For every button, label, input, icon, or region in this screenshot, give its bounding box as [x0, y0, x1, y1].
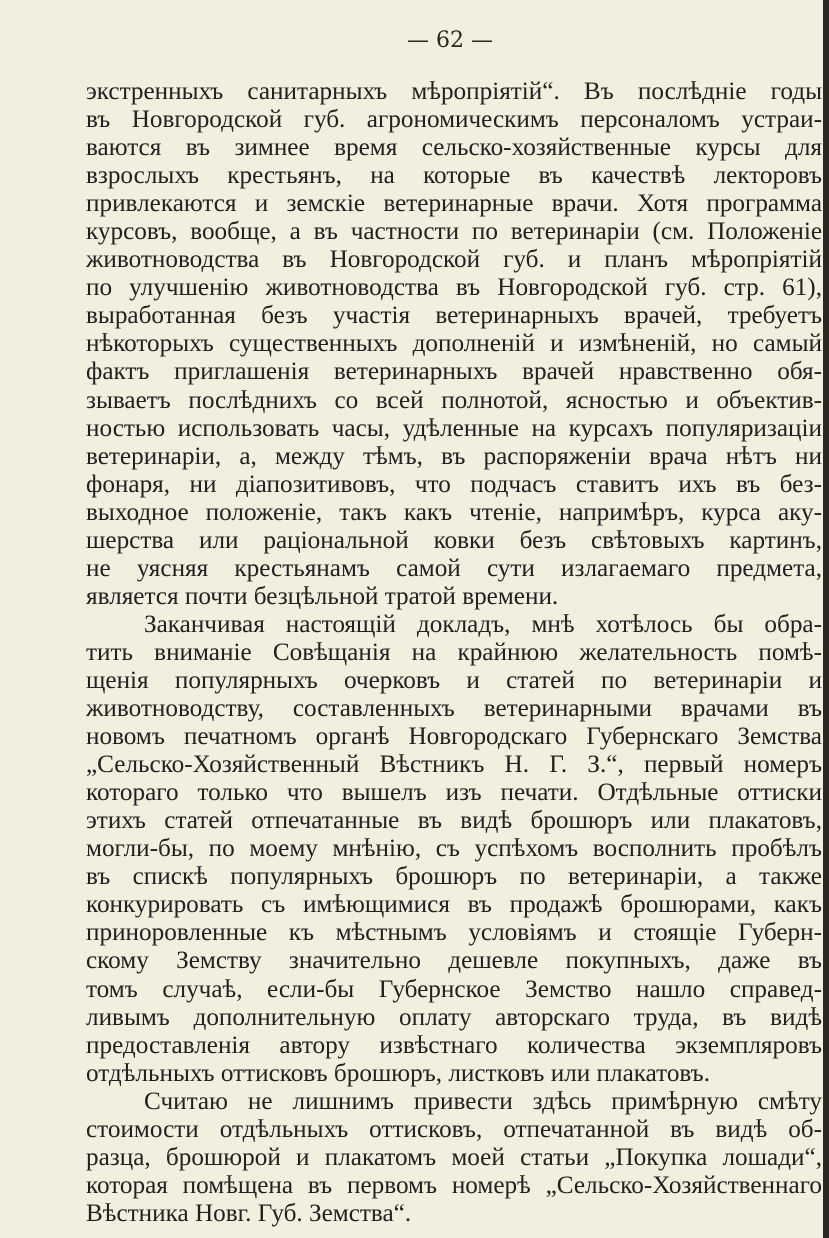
text-line: въ спискѣ популярныхъ брошюръ по ветеринаріи, а также [86, 863, 822, 891]
text-line: является почти безцѣльной тратой времени. [86, 582, 559, 610]
text-line: новомъ печатномъ органѣ Новгородскаго Губернскаго Земства [86, 723, 822, 751]
text-line: выработанная безъ участія ветеринарныхъ врачей, требуетъ [86, 302, 822, 330]
text-line: не уясняя крестьянамъ самой сути излагаемаго предмета, [86, 554, 822, 582]
text-line: животноводства въ Новгородской губ. и планъ мѣропріятій [86, 246, 822, 274]
paragraph-2 [86, 611, 822, 1088]
text-line: экстренныхъ санитарныхъ мѣропріятій“. Въ послѣдніе годы [86, 78, 822, 105]
text-line: фактъ приглашенія ветеринарныхъ врачей нравственно обя- [86, 358, 822, 386]
text-line: ливымъ дополнительную оплату авторскаго труда, въ видѣ [86, 1003, 822, 1031]
text-line: томъ случаѣ, если-бы Губернское Земство нашло справед- [86, 975, 822, 1003]
text-line: зываетъ послѣднихъ со всей полнотой, ясностью и объектив- [86, 386, 822, 414]
text-line: которая помѣщена въ первомъ номерѣ „Сельско-Хозяйственнаго [86, 1171, 822, 1199]
text-line: скому Земству значительно дешевле покупныхъ, даже въ [86, 947, 822, 975]
text-line: шерства или раціональной ковки безъ свѣтовыхъ картинъ, [86, 526, 822, 554]
text-line: ностью использовать часы, удѣленные на курсахъ популяризаціи [86, 414, 822, 442]
text-line: взрослыхъ крестьянъ, на которые въ качествѣ лекторовъ [86, 162, 822, 190]
text-line: животноводству, составленныхъ ветеринарными врачами въ [86, 695, 822, 723]
page-number: — 62 — [407, 28, 493, 53]
text-line: приноровленные къ мѣстнымъ условіямъ и стоящіе Губерн- [86, 919, 822, 947]
text-line: разца, брошюрой и плакатомъ моей статьи „Покупка лошади“, [86, 1143, 822, 1171]
text-line: ваются въ зимнее время сельско-хозяйственные курсы для [86, 134, 822, 162]
text-line: ветеринаріи, а, между тѣмъ, въ распоряженіи врача нѣтъ ни [86, 442, 822, 470]
text-line: выходное положеніе, такъ какъ чтеніе, напримѣръ, курса аку- [86, 498, 822, 526]
text-line: привлекаются и земскіе ветеринарные врачи. Хотя программа [86, 190, 822, 218]
text-line: этихъ статей отпечатанные въ видѣ брошюръ или плакатовъ, [86, 807, 822, 835]
text-line: Считаю не лишнимъ привести здѣсь примѣрную смѣту [144, 1087, 822, 1115]
text-line: тить вниманіе Совѣщанія на крайнюю желательность помѣ- [86, 638, 822, 666]
text-line: конкурировать съ имѣющимися въ продажѣ брошюрами, какъ [86, 891, 822, 919]
text-line: въ Новгородской губ. агрономическимъ персоналомъ устраи- [86, 106, 822, 134]
book-spine-edge [823, 0, 829, 1238]
text-line: фонаря, ни діапозитивовъ, что подчасъ ставитъ ихъ въ без- [86, 470, 822, 498]
text-line: предоставленія автору извѣстнаго количества экземпляровъ [86, 1031, 822, 1059]
text-line: курсовъ, вообще, а въ частности по ветеринаріи (см. Положеніе [86, 218, 822, 246]
text-line: нѣкоторыхъ существенныхъ дополненій и измѣненій, но самый [86, 330, 822, 358]
paragraph-1 [86, 78, 822, 611]
text-line: могли-бы, по моему мнѣнію, съ успѣхомъ восполнить пробѣлъ [86, 835, 822, 863]
text-line: отдѣльныхъ оттисковъ брошюръ, листковъ или плакатовъ. [86, 1059, 711, 1087]
text-line: котораго только что вышелъ изъ печати. Отдѣльные оттиски [86, 779, 822, 807]
text-line: „Сельско-Хозяйственный Вѣстникъ Н. Г. З.“, первый номеръ [86, 751, 822, 779]
text-line: стоимости отдѣльныхъ оттисковъ, отпечатанной въ видѣ об- [86, 1115, 822, 1143]
text-line: щенія популярныхъ очерковъ и статей по ветеринаріи и [86, 666, 822, 694]
text-line: по улучшенію животноводства въ Новгородской губ. стр. 61), [86, 274, 822, 302]
body-text [86, 78, 822, 1228]
paragraph-3 [86, 1088, 822, 1228]
text-line: Вѣстника Новг. Губ. Земства“. [86, 1199, 412, 1227]
text-line: Заканчивая настоящій докладъ, мнѣ хотѣлось бы обра- [144, 610, 822, 638]
